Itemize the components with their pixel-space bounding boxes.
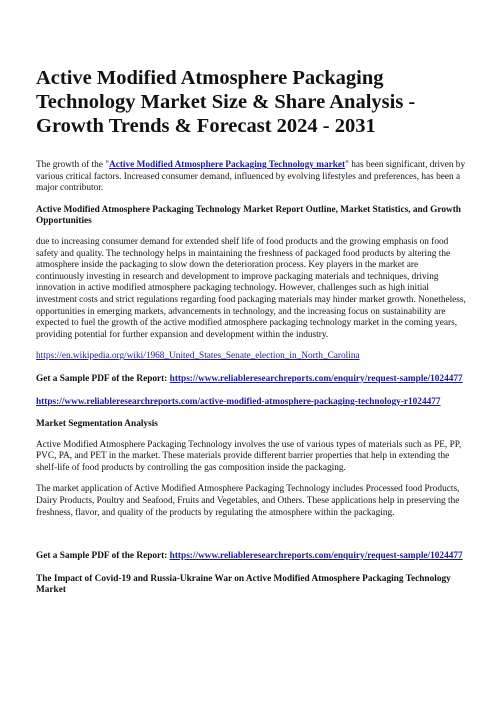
intro-suffix: " has been significant, driven by various critical factors. Increased consumer demand, influenced by evolving lifestyles and preferences, has been a major contributor.: [36, 160, 466, 194]
page-title: Active Modified Atmosphere Packaging Technology Market Size & Share Analysis - Growth Trends & Forecast 2024 - 2031: [36, 67, 416, 137]
wiki-link-line: [36, 351, 468, 363]
segmentation-applications-paragraph: The market application of Active Modified Atmosphere Packaging Technology includes Processed food Products, Dairy Products, Poultry and Seafood, Fruits and Vegetables, and Others. These applications help in preserving the freshness, flavor, and quality of the products by regulating the atmosphere within the packaging.: [36, 484, 460, 518]
sample-label: Get a Sample PDF of the Report:: [36, 373, 170, 384]
market-link[interactable]: Active Modified Atmosphere Packaging Technology market: [109, 160, 346, 170]
sample-pdf-line-2: [36, 551, 468, 563]
sample-link-2[interactable]: https://www.reliableresearchreports.com/enquiry/request-sample/1024477: [169, 551, 463, 562]
wiki-link[interactable]: https://en.wikipedia.org/wiki/1968_United_States_Senate_election_in_North_Carolina: [36, 351, 360, 362]
intro-prefix: The growth of the ": [36, 160, 109, 170]
section-heading-covid: The Impact of Covid-19 and Russia-Ukraine War on Active Modified Atmosphere Packaging Technology Market: [36, 573, 451, 596]
outline-body: due to increasing consumer demand for extended shelf life of food products and the growing emphasis on food safety and quality. The technology helps in maintaining the freshness of packaged food products by altering the atmosphere inside the packaging to slow down the deterioration process. Key players in the market are continuously investing in research and development to improve packaging materials and techniques, driving innovation in active modified atmosphere packaging technology. However, challenges such as high initial investment costs and strict regulations regarding food packaging materials may hinder market growth. Nonetheless, opportunities in emerging markets, advancements in technology, and the increasing focus on sustainability are expected to fuel the growth of the active modified atmosphere packaging technology market in the coming years, providing potential for further expansion and development within the industry.: [36, 236, 466, 340]
sample-pdf-line-1: [36, 374, 468, 386]
segmentation-types-paragraph: Active Modified Atmosphere Packaging Technology involves the use of various types of materials such as PE, PP, PVC, PA, and PET in the market. These materials provide different barrier properties that help in extending the shelf-life of food products by controlling the gas composition inside the packaging.: [36, 439, 462, 473]
sample-link-1[interactable]: https://www.reliableresearchreports.com/enquiry/request-sample/1024477: [169, 373, 463, 384]
report-link-line: [36, 397, 468, 409]
intro-paragraph: [36, 160, 468, 195]
report-link[interactable]: https://www.reliableresearchreports.com/active-modified-atmosphere-packaging-technology-r1024477: [36, 396, 441, 407]
section-heading-outline: Active Modified Atmosphere Packaging Technology Market Report Outline, Market Statistics, and Growth Opportunities: [36, 204, 461, 227]
section-heading-segmentation: Market Segmentation Analysis: [36, 419, 158, 430]
spacer: [36, 529, 468, 551]
sample-label: Get a Sample PDF of the Report:: [36, 551, 170, 562]
